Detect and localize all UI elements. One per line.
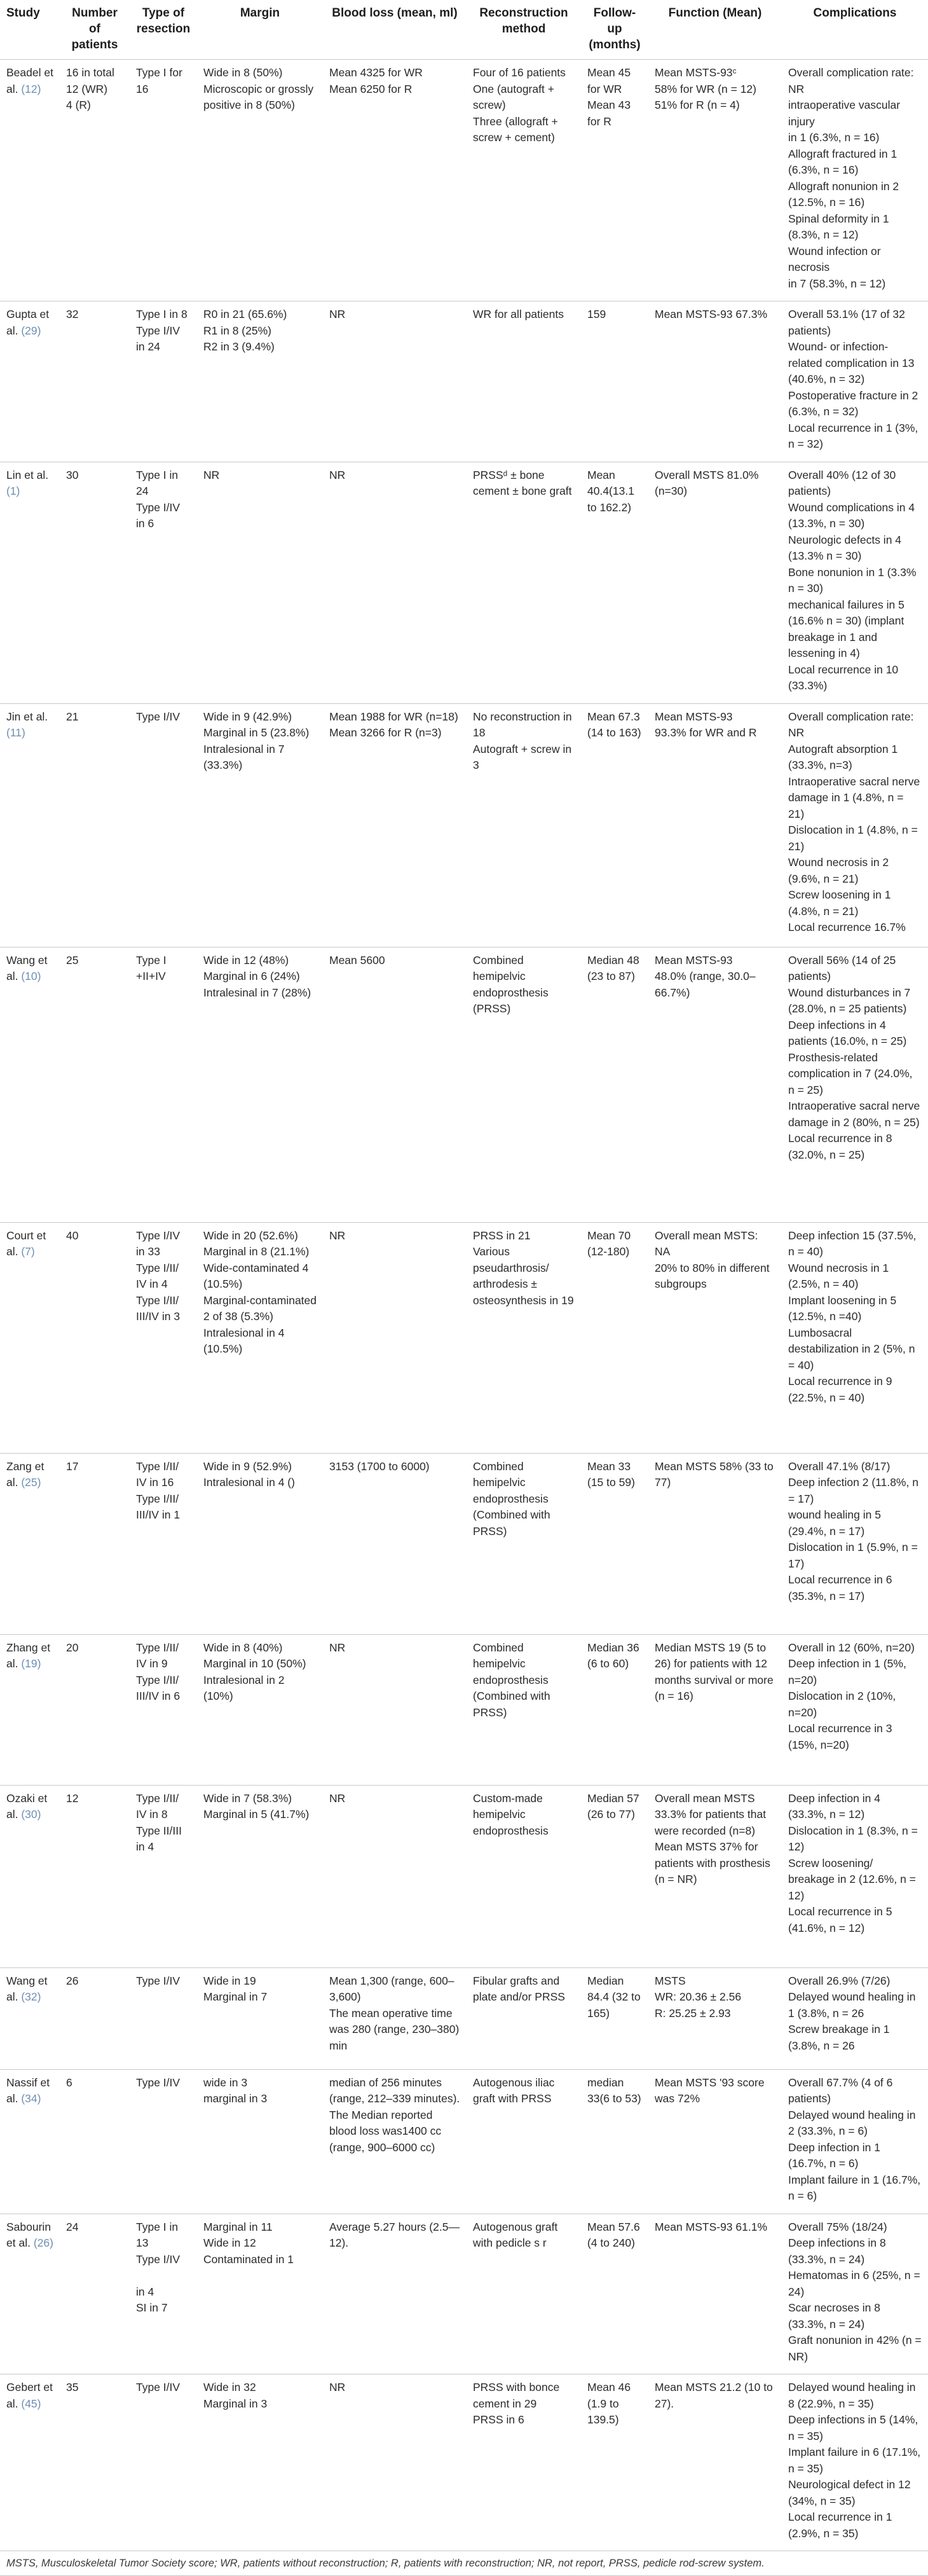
header-complications: Complications — [782, 0, 928, 60]
complications-cell: Overall 40% (12 of 30 patients) Wound complications in 4 (13.3%, n = 30) Neurologic defects in 4 (13.3% n = 30) Bone nonunion in 1 (3.3% n = 30) mechanical failures in 5 (16.6% n = 30) (implant breakage in 1 and lessening in 4) Local recurrence in 10 (33.3%) — [782, 462, 928, 703]
blood-loss-cell: Mean 4325 for WR Mean 6250 for R — [323, 60, 467, 301]
complications-cell: Delayed wound healing in 8 (22.9%, n = 35) Deep infections in 5 (14%, n = 35) Implant failure in 6 (17.1%, n = 35) Neurological defect in 12 (34%, n = 35) Local recurrence in 1 (2.9%, n = 35) — [782, 2374, 928, 2551]
follow-up-cell: Mean 67.3 (14 to 163) — [581, 703, 648, 947]
margin-cell: Wide in 12 (48%) Marginal in 6 (24%) Intralesinal in 7 (28%) — [197, 947, 323, 1222]
function-cell: Overall MSTS 81.0% (n=30) — [648, 462, 782, 703]
table-row — [0, 462, 928, 703]
patients-cell: 24 — [60, 2214, 130, 2374]
patients-cell: 6 — [60, 2069, 130, 2214]
complications-cell: Deep infection 15 (37.5%, n = 40) Wound necrosis in 1 (2.5%, n = 40) Implant loosening in 5 (12.5%, n =40) Lumbosacral destabilization in 2 (5%, n = 40) Local recurrence in 9 (22.5%, n = 40) — [782, 1222, 928, 1453]
follow-up-cell: Mean 45 for WR Mean 43 for R — [581, 60, 648, 301]
header-function: Function (Mean) — [648, 0, 782, 60]
reconstruction-cell: Fibular grafts and plate and/or PRSS — [467, 1967, 581, 2069]
patients-cell: 21 — [60, 703, 130, 947]
blood-loss-cell: Mean 1988 for WR (n=18) Mean 3266 for R (n=3) — [323, 703, 467, 947]
follow-up-cell: Median 36 (6 to 60) — [581, 1634, 648, 1785]
header-resection: Type of resection — [130, 0, 197, 60]
function-cell: Overall mean MSTS: NA 20% to 80% in different subgroups — [648, 1222, 782, 1453]
follow-up-cell: Median 84.4 (32 to 165) — [581, 1967, 648, 2069]
function-cell: Mean MSTS-93 67.3% — [648, 301, 782, 462]
margin-cell: Wide in 9 (42.9%) Marginal in 5 (23.8%) Intralesional in 7 (33.3%) — [197, 703, 323, 947]
follow-up-cell: 159 — [581, 301, 648, 462]
patients-cell: 30 — [60, 462, 130, 703]
study-name: Court et al. — [6, 1229, 46, 1258]
function-cell: Median MSTS 19 (5 to 26) for patients with 12 months survival or more (n = 16) — [648, 1634, 782, 1785]
reference-link[interactable]: (32) — [21, 1990, 41, 2003]
header-study: Study — [0, 0, 60, 60]
study-cell — [0, 2374, 60, 2551]
reference-link[interactable]: (26) — [33, 2236, 53, 2249]
reference-link[interactable]: (25) — [21, 1476, 41, 1489]
study-name: Wang et al. — [6, 953, 48, 982]
resection-cell: Type I in 13 Type I/IV in 4 SI in 7 — [130, 2214, 197, 2374]
reconstruction-cell: PRSSᵈ ± bone cement ± bone graft — [467, 462, 581, 703]
margin-cell: R0 in 21 (65.6%) R1 in 8 (25%) R2 in 3 (9.4%) — [197, 301, 323, 462]
function-cell: Mean MSTS '93 score was 72% — [648, 2069, 782, 2214]
function-cell: Overall mean MSTS 33.3% for patients that were recorded (n=8) Mean MSTS 37% for patients with prosthesis (n = NR) — [648, 1785, 782, 1967]
resection-cell: Type I/II/ IV in 9 Type I/II/ III/IV in 6 — [130, 1634, 197, 1785]
margin-cell: wide in 3 marginal in 3 — [197, 2069, 323, 2214]
resection-cell: Type I in 24 Type I/IV in 6 — [130, 462, 197, 703]
blood-loss-cell: NR — [323, 2374, 467, 2551]
study-cell — [0, 1785, 60, 1967]
study-name: Zhang et al. — [6, 1641, 51, 1670]
follow-up-cell: Median 57 (26 to 77) — [581, 1785, 648, 1967]
study-name: Gupta et al. — [6, 308, 50, 337]
margin-cell: Wide in 19 Marginal in 7 — [197, 1967, 323, 2069]
follow-up-cell: Median 48 (23 to 87) — [581, 947, 648, 1222]
function-cell: MSTS WR: 20.36 ± 2.56 R: 25.25 ± 2.93 — [648, 1967, 782, 2069]
reference-link[interactable]: (45) — [21, 2397, 41, 2410]
patients-cell: 12 — [60, 1785, 130, 1967]
complications-cell: Overall 75% (18/24) Deep infections in 8 (33.3%, n = 24) Hematomas in 6 (25%, n = 24) Scar necroses in 8 (33.3%, n = 24) Graft nonunion in 42% (n = NR) — [782, 2214, 928, 2374]
reconstruction-cell: Combined hemipelvic endoprosthesis (Combined with PRSS) — [467, 1634, 581, 1785]
resection-cell: Type I for 16 — [130, 60, 197, 301]
reconstruction-cell: PRSS with bonce cement in 29 PRSS in 6 — [467, 2374, 581, 2551]
resection-cell: Type I/IV — [130, 703, 197, 947]
reference-link[interactable]: (12) — [21, 82, 41, 95]
margin-cell: Wide in 20 (52.6%) Marginal in 8 (21.1%) Wide-contaminated 4 (10.5%) Marginal-contaminated 2 of 38 (5.3%) Intralesional in 4 (10.5%) — [197, 1222, 323, 1453]
study-cell — [0, 2069, 60, 2214]
complications-cell: Overall 56% (14 of 25 patients) Wound disturbances in 7 (28.0%, n = 25 patients) Deep infections in 4 patients (16.0%, n = 25) Prosthesis-related complication in 7 (24.0%, n = 25) Intraoperative sacral nerve damage in 2 (80%, n = 25) Local recurrence in 8 (32.0%, n = 25) — [782, 947, 928, 1222]
patients-cell: 35 — [60, 2374, 130, 2551]
study-cell — [0, 301, 60, 462]
table-row — [0, 60, 928, 301]
resection-cell: Type I in 8 Type I/IV in 24 — [130, 301, 197, 462]
reference-link[interactable]: (34) — [21, 2092, 41, 2105]
complications-cell: Overall 26.9% (7/26) Delayed wound healing in 1 (3.8%, n = 26 Screw breakage in 1 (3.8%, n = 26 — [782, 1967, 928, 2069]
margin-cell: Wide in 9 (52.9%) Intralesional in 4 () — [197, 1453, 323, 1634]
study-cell — [0, 1634, 60, 1785]
header-row — [0, 0, 928, 60]
complications-cell: Overall 47.1% (8/17) Deep infection 2 (11.8%, n = 17) wound healing in 5 (29.4%, n = 17) Dislocation in 1 (5.9%, n = 17) Local recurrence in 6 (35.3%, n = 17) — [782, 1453, 928, 1634]
resection-cell: Type I +II+IV — [130, 947, 197, 1222]
patients-cell: 32 — [60, 301, 130, 462]
function-cell: Mean MSTS 58% (33 to 77) — [648, 1453, 782, 1634]
reconstruction-cell: Combined hemipelvic endoprosthesis (PRSS) — [467, 947, 581, 1222]
table-footnote: MSTS, Musculoskeletal Tumor Society score; WR, patients without reconstruction; R, patients with reconstruction; NR, not report, PRSS, pedicle rod-screw system. — [6, 2558, 765, 2569]
function-cell: Mean MSTS-93ᶜ 58% for WR (n = 12) 51% for R (n = 4) — [648, 60, 782, 301]
table-row — [0, 947, 928, 1222]
study-name: Nassif et al. — [6, 2076, 50, 2105]
resection-cell: Type I/IV in 33 Type I/II/ IV in 4 Type I/II/ III/IV in 3 — [130, 1222, 197, 1453]
patients-cell: 20 — [60, 1634, 130, 1785]
table-header — [0, 0, 928, 60]
resection-cell: Type I/II/ IV in 8 Type II/III in 4 — [130, 1785, 197, 1967]
blood-loss-cell: NR — [323, 462, 467, 703]
follow-up-cell: Mean 46 (1.9 to 139.5) — [581, 2374, 648, 2551]
study-cell — [0, 2214, 60, 2374]
blood-loss-cell: median of 256 minutes (range, 212–339 minutes). The Median reported blood loss was1400 cc (range, 900–6000 cc) — [323, 2069, 467, 2214]
patients-cell: 26 — [60, 1967, 130, 2069]
reconstruction-cell: Autogenous graft with pedicle s r — [467, 2214, 581, 2374]
complications-cell: Overall complication rate: NR intraoperative vascular injury in 1 (6.3%, n = 16) Allograft fractured in 1 (6.3%, n = 16) Allograft nonunion in 2 (12.5%, n = 16) Spinal deformity in 1 (8.3%, n = 12) Wound infection or necrosis in 7 (58.3%, n = 12) — [782, 60, 928, 301]
header-patients: Number of patients — [60, 0, 130, 60]
reference-link[interactable]: (10) — [21, 970, 41, 982]
complications-cell: Deep infection in 4 (33.3%, n = 12) Dislocation in 1 (8.3%, n = 12) Screw loosening/ breakage in 2 (12.6%, n = 12) Local recurrence in 5 (41.6%, n = 12) — [782, 1785, 928, 1967]
table-row — [0, 1453, 928, 1634]
table-row — [0, 1785, 928, 1967]
reference-link[interactable]: (19) — [21, 1657, 41, 1670]
header-follow-up: Follow-up (months) — [581, 0, 648, 60]
reconstruction-cell: Combined hemipelvic endoprosthesis (Combined with PRSS) — [467, 1453, 581, 1634]
study-name: Ozaki et al. — [6, 1791, 48, 1821]
follow-up-cell: Mean 33 (15 to 59) — [581, 1453, 648, 1634]
reconstruction-cell: PRSS in 21 Various pseudarthrosis/ arthrodesis ± osteosynthesis in 19 — [467, 1222, 581, 1453]
blood-loss-cell: NR — [323, 1785, 467, 1967]
blood-loss-cell: NR — [323, 1634, 467, 1785]
complications-cell: Overall 53.1% (17 of 32 patients) Wound- or infection-related complication in 13 (40.6%, n = 32) Postoperative fracture in 2 (6.3%, n = 32) Local recurrence in 1 (3%, n = 32) — [782, 301, 928, 462]
reference-link[interactable]: (7) — [21, 1245, 35, 1258]
margin-cell: Marginal in 11 Wide in 12 Contaminated in 1 — [197, 2214, 323, 2374]
table-body — [0, 60, 928, 2551]
header-reconstruction: Reconstruction method — [467, 0, 581, 60]
patients-cell: 17 — [60, 1453, 130, 1634]
reconstruction-cell: No reconstruction in 18 Autograft + screw in 3 — [467, 703, 581, 947]
header-blood-loss: Blood loss (mean, ml) — [323, 0, 467, 60]
table-row — [0, 1222, 928, 1453]
margin-cell: Wide in 7 (58.3%) Marginal in 5 (41.7%) — [197, 1785, 323, 1967]
reference-link[interactable]: (29) — [21, 324, 41, 337]
margin-cell: NR — [197, 462, 323, 703]
blood-loss-cell: NR — [323, 301, 467, 462]
study-cell — [0, 1222, 60, 1453]
reconstruction-cell: Four of 16 patients One (autograft + screw) Three (allograft + screw + cement) — [467, 60, 581, 301]
function-cell: Mean MSTS-93 93.3% for WR and R — [648, 703, 782, 947]
blood-loss-cell: Average 5.27 hours (2.5—12). — [323, 2214, 467, 2374]
reference-link[interactable]: (11) — [6, 726, 25, 739]
complications-cell: Overall complication rate: NR Autograft absorption 1 (33.3%, n=3) Intraoperative sacral nerve damage in 1 (4.8%, n = 21) Dislocation in 1 (4.8%, n = 21) Wound necrosis in 2 (9.6%, n = 21) Screw loosening in 1 (4.8%, n = 21) Local recurrence 16.7% — [782, 703, 928, 947]
complications-cell: Overall 67.7% (4 of 6 patients) Delayed wound healing in 2 (33.3%, n = 6) Deep infection in 1 (16.7%, n = 6) Implant failure in 1 (16.7%, n = 6) — [782, 2069, 928, 2214]
resection-cell: Type I/IV — [130, 1967, 197, 2069]
reference-link[interactable]: (1) — [6, 485, 20, 497]
patients-cell: 40 — [60, 1222, 130, 1453]
table-row — [0, 301, 928, 462]
study-cell — [0, 1453, 60, 1634]
margin-cell: Wide in 8 (40%) Marginal in 10 (50%) Intralesional in 2 (10%) — [197, 1634, 323, 1785]
study-name: Zang et al. — [6, 1459, 44, 1489]
follow-up-cell: median 33(6 to 53) — [581, 2069, 648, 2214]
blood-loss-cell: Mean 5600 — [323, 947, 467, 1222]
table-row — [0, 2069, 928, 2214]
study-cell — [0, 60, 60, 301]
patients-cell: 16 in total 12 (WR) 4 (R) — [60, 60, 130, 301]
table-row — [0, 2374, 928, 2551]
header-margin: Margin — [197, 0, 323, 60]
study-cell — [0, 947, 60, 1222]
function-cell: Mean MSTS-93 61.1% — [648, 2214, 782, 2374]
study-name: Beadel et al. — [6, 66, 53, 95]
blood-loss-cell: 3153 (1700 to 6000) — [323, 1453, 467, 1634]
margin-cell: Wide in 32 Marginal in 3 — [197, 2374, 323, 2551]
reconstruction-cell: WR for all patients — [467, 301, 581, 462]
table-row — [0, 2214, 928, 2374]
margin-cell: Wide in 8 (50%) Microscopic or grossly positive in 8 (50%) — [197, 60, 323, 301]
study-cell — [0, 462, 60, 703]
complications-cell: Overall in 12 (60%, n=20) Deep infection in 1 (5%, n=20) Dislocation in 2 (10%, n=20) Local recurrence in 3 (15%, n=20) — [782, 1634, 928, 1785]
resection-cell: Type I/IV — [130, 2374, 197, 2551]
follow-up-cell: Mean 57.6 (4 to 240) — [581, 2214, 648, 2374]
reference-link[interactable]: (30) — [21, 1808, 41, 1821]
study-cell — [0, 1967, 60, 2069]
study-name: Gebert et al. — [6, 2381, 53, 2410]
study-name: Sabourin et al. — [6, 2220, 51, 2249]
resection-cell: Type I/IV — [130, 2069, 197, 2214]
reconstruction-cell: Autogenous iliac graft with PRSS — [467, 2069, 581, 2214]
function-cell: Mean MSTS 21.2 (10 to 27). — [648, 2374, 782, 2551]
study-name: Wang et al. — [6, 1974, 48, 2003]
resection-cell: Type I/II/ IV in 16 Type I/II/ III/IV in 1 — [130, 1453, 197, 1634]
study-cell — [0, 703, 60, 947]
patients-cell: 25 — [60, 947, 130, 1222]
blood-loss-cell: NR — [323, 1222, 467, 1453]
function-cell: Mean MSTS-93 48.0% (range, 30.0–66.7%) — [648, 947, 782, 1222]
follow-up-cell: Mean 40.4(13.1 to 162.2) — [581, 462, 648, 703]
study-name: Jin et al. — [6, 710, 48, 723]
reconstruction-cell: Custom-made hemipelvic endoprosthesis — [467, 1785, 581, 1967]
table-row — [0, 703, 928, 947]
table-row — [0, 1967, 928, 2069]
follow-up-cell: Mean 70 (12-180) — [581, 1222, 648, 1453]
blood-loss-cell: Mean 1,300 (range, 600–3,600) The mean operative time was 280 (range, 230–380) min — [323, 1967, 467, 2069]
study-name: Lin et al. — [6, 468, 49, 481]
table-row — [0, 1634, 928, 1785]
